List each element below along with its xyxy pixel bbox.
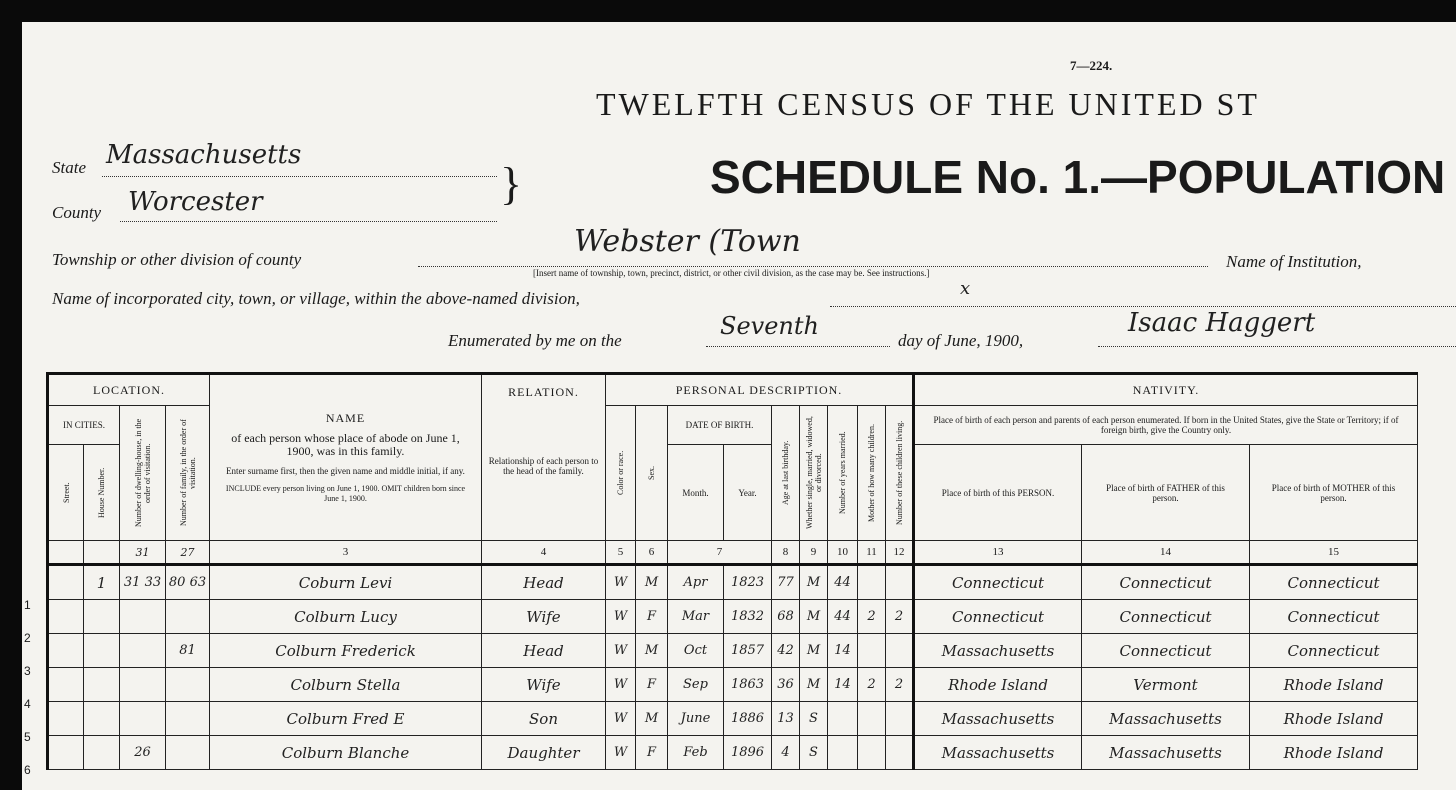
family-cell [166, 736, 210, 770]
name-cell: Colburn Stella [210, 668, 482, 702]
birthplace-cell: Massachusetts [914, 634, 1082, 668]
name-cell: Coburn Levi [210, 565, 482, 600]
relation-cell: Son [482, 702, 606, 736]
enumerator-field [1098, 308, 1456, 347]
street-cell [48, 702, 84, 736]
enumerated-day: Seventh [720, 312, 819, 340]
mother-birthplace-cell: Connecticut [1250, 634, 1418, 668]
street-cell [48, 600, 84, 634]
street-cell [48, 565, 84, 600]
county-field [120, 187, 497, 222]
in-cities-header: IN CITIES. [48, 406, 120, 445]
state-value: Massachusetts [106, 140, 302, 170]
state-label: State [52, 158, 86, 177]
street-cell [48, 634, 84, 668]
location-header: LOCATION. [48, 374, 210, 406]
color-cell: W [606, 565, 636, 600]
color-cell: W [606, 668, 636, 702]
relation-description: Relationship of each person to the head of the family. [488, 456, 599, 476]
census-title: TWELFTH CENSUS OF THE UNITED ST [596, 86, 1260, 122]
age-cell: 4 [772, 736, 800, 770]
col-mark-dwelling: 31 [120, 541, 166, 565]
house-number-cell [84, 600, 120, 634]
state-field [102, 140, 497, 177]
col-num-8: 8 [772, 541, 800, 565]
house-number-cell [84, 668, 120, 702]
relation-cell: Wife [482, 600, 606, 634]
dwelling-cell: 26 [120, 736, 166, 770]
col-num-14: 14 [1082, 541, 1250, 565]
mother-birthplace-cell: Connecticut [1250, 565, 1418, 600]
marital-cell: M [800, 600, 828, 634]
mother-birthplace-cell: Connecticut [1250, 600, 1418, 634]
father-birthplace-cell: Vermont [1082, 668, 1250, 702]
family-cell [166, 668, 210, 702]
township-label: Township or other division of county [52, 250, 302, 269]
mother-of-cell [858, 634, 886, 668]
year-header: Year. [724, 445, 772, 541]
line-number: 2 [24, 631, 31, 645]
name-title: NAME [325, 411, 366, 425]
personal-description-header: PERSONAL DESCRIPTION. [606, 374, 914, 406]
color-cell: W [606, 736, 636, 770]
col-num-13: 13 [914, 541, 1082, 565]
age-cell: 68 [772, 600, 800, 634]
col-num-9: 9 [800, 541, 828, 565]
family-cell [166, 702, 210, 736]
name-note-2: INCLUDE every person living on June 1, 1900. OMIT children born since June 1, 1900. [225, 484, 466, 503]
col-num-3: 3 [210, 541, 482, 565]
birth-father-header: Place of birth of FATHER of this person. [1082, 445, 1250, 541]
birthplace-cell: Connecticut [914, 565, 1082, 600]
birth-year-cell: 1886 [724, 702, 772, 736]
census-rows [48, 565, 1418, 770]
marital-cell: M [800, 634, 828, 668]
birth-month-cell: Apr [668, 565, 724, 600]
color-header: Color or race. [606, 406, 636, 541]
col-num-5: 5 [606, 541, 636, 565]
children-living-cell: 2 [886, 668, 914, 702]
relation-cell: Wife [482, 668, 606, 702]
years-married-cell: 44 [828, 600, 858, 634]
institution-label: Name of Institution, [1226, 252, 1362, 271]
col-num-12: 12 [886, 541, 914, 565]
street-cell [48, 736, 84, 770]
father-birthplace-cell: Connecticut [1082, 634, 1250, 668]
house-number-cell [84, 736, 120, 770]
col-num-6: 6 [636, 541, 668, 565]
sex-cell: M [636, 634, 668, 668]
name-note-1: Enter surname first, then the given name and middle initial, if any. [226, 466, 465, 476]
birthplace-cell: Connecticut [914, 600, 1082, 634]
enumerated-prefix: Enumerated by me on the [448, 331, 622, 350]
name-cell: Colburn Blanche [210, 736, 482, 770]
birth-year-cell: 1857 [724, 634, 772, 668]
col-mark-family: 27 [166, 541, 210, 565]
table-row [48, 634, 1418, 668]
col-num-11: 11 [858, 541, 886, 565]
relation-cell: Daughter [482, 736, 606, 770]
name-cell: Colburn Lucy [210, 600, 482, 634]
family-header: Number of family, in the order of visitation. [166, 406, 210, 541]
line-number: 6 [24, 763, 31, 777]
col-num-10: 10 [828, 541, 858, 565]
name-description: of each person whose place of abode on June 1, 1900, was in this family. [231, 431, 460, 458]
age-cell: 77 [772, 565, 800, 600]
street-header: Street. [48, 445, 84, 541]
age-cell: 13 [772, 702, 800, 736]
dwelling-header: Number of dwelling-house, in the order of visitation. [120, 406, 166, 541]
mother-birthplace-cell: Rhode Island [1250, 668, 1418, 702]
brace: } [500, 158, 523, 209]
col-num-house [84, 541, 120, 565]
years-married-cell: 14 [828, 634, 858, 668]
children-living-cell [886, 702, 914, 736]
name-cell: Colburn Frederick [210, 634, 482, 668]
table-row [48, 736, 1418, 770]
father-birthplace-cell: Connecticut [1082, 565, 1250, 600]
birth-mother-header: Place of birth of MOTHER of this person. [1250, 445, 1418, 541]
table-row [48, 702, 1418, 736]
birthplace-cell: Massachusetts [914, 702, 1082, 736]
birth-year-cell: 1832 [724, 600, 772, 634]
schedule-title: SCHEDULE No. 1.—POPULATION [710, 151, 1446, 203]
birth-month-cell: Oct [668, 634, 724, 668]
family-cell: 80 63 [166, 565, 210, 600]
children-living-header: Number of these children living. [886, 406, 914, 541]
mother-of-cell: 2 [858, 668, 886, 702]
dwelling-cell [120, 668, 166, 702]
family-cell [166, 600, 210, 634]
marital-status-header: Whether single, married, widowed, or divorced. [800, 406, 828, 541]
line-number: 4 [24, 697, 31, 711]
line-number: 5 [24, 730, 31, 744]
sex-cell: F [636, 600, 668, 634]
father-birthplace-cell: Massachusetts [1082, 702, 1250, 736]
color-cell: W [606, 600, 636, 634]
age-cell: 36 [772, 668, 800, 702]
house-number-cell: 1 [84, 565, 120, 600]
table-row [48, 565, 1418, 600]
house-number-header: House Number. [84, 445, 120, 541]
sex-cell: F [636, 668, 668, 702]
color-cell: W [606, 702, 636, 736]
relation-cell: Head [482, 634, 606, 668]
street-cell [48, 668, 84, 702]
mother-birthplace-cell: Rhode Island [1250, 702, 1418, 736]
mother-of-cell [858, 736, 886, 770]
col-num-street [48, 541, 84, 565]
col-num-4: 4 [482, 541, 606, 565]
line-number: 3 [24, 664, 31, 678]
enumerated-day-field [706, 312, 890, 347]
years-married-cell: 14 [828, 668, 858, 702]
table-row [48, 600, 1418, 634]
relation-header [482, 374, 606, 541]
birthplace-cell: Rhode Island [914, 668, 1082, 702]
mother-of-cell [858, 702, 886, 736]
birthplace-cell: Massachusetts [914, 736, 1082, 770]
years-married-header: Number of years married. [828, 406, 858, 541]
nativity-description: Place of birth of each person and parents of each person enumerated. If born in the United States, give the State or Territory; if of foreign birth, give the Country only. [914, 406, 1418, 445]
city-label: Name of incorporated city, town, or village, within the above-named division, [52, 289, 580, 308]
dwelling-cell: 31 33 [120, 565, 166, 600]
years-married-cell [828, 702, 858, 736]
children-living-cell [886, 565, 914, 600]
scan-border-left [0, 0, 22, 790]
sex-cell: M [636, 565, 668, 600]
col-num-7: 7 [668, 541, 772, 565]
mother-of-header: Mother of how many children. [858, 406, 886, 541]
sex-cell: M [636, 702, 668, 736]
years-married-cell [828, 736, 858, 770]
birth-year-cell: 1823 [724, 565, 772, 600]
father-birthplace-cell: Connecticut [1082, 600, 1250, 634]
birth-month-cell: Mar [668, 600, 724, 634]
relation-title: RELATION. [508, 385, 579, 399]
dwelling-cell [120, 600, 166, 634]
birth-year-cell: 1896 [724, 736, 772, 770]
birth-month-cell: Sep [668, 668, 724, 702]
name-header [210, 374, 482, 541]
township-field [418, 224, 1208, 267]
birth-year-cell: 1863 [724, 668, 772, 702]
sex-cell: F [636, 736, 668, 770]
marital-cell: M [800, 565, 828, 600]
city-value: x [960, 278, 971, 299]
name-cell: Colburn Fred E [210, 702, 482, 736]
children-living-cell [886, 736, 914, 770]
marital-cell: S [800, 736, 828, 770]
house-number-cell [84, 634, 120, 668]
father-birthplace-cell: Massachusetts [1082, 736, 1250, 770]
house-number-cell [84, 702, 120, 736]
county-label: County [52, 203, 102, 222]
form-number: 7—224. [1070, 58, 1113, 73]
birth-month-cell: Feb [668, 736, 724, 770]
month-header: Month. [668, 445, 724, 541]
children-living-cell [886, 634, 914, 668]
dwelling-cell [120, 634, 166, 668]
children-living-cell: 2 [886, 600, 914, 634]
color-cell: W [606, 634, 636, 668]
age-cell: 42 [772, 634, 800, 668]
nativity-header: NATIVITY. [914, 374, 1418, 406]
marital-cell: S [800, 702, 828, 736]
col-num-15: 15 [1250, 541, 1418, 565]
mother-birthplace-cell: Rhode Island [1250, 736, 1418, 770]
township-note: [Insert name of township, town, precinct, district, or other civil division, as the case may be. See instructions.] [533, 268, 930, 278]
sex-header: Sex. [636, 406, 668, 541]
table-row [48, 668, 1418, 702]
city-field [830, 278, 1456, 307]
years-married-cell: 44 [828, 565, 858, 600]
township-value: Webster (Town [574, 224, 801, 259]
scan-border-top [0, 0, 1456, 22]
enumerated-suffix: day of June, 1900, [898, 331, 1024, 350]
county-value: Worcester [128, 187, 263, 217]
census-table [46, 372, 1418, 770]
enumerator-name: Isaac Haggert [1128, 308, 1316, 338]
relation-cell: Head [482, 565, 606, 600]
line-number: 1 [24, 598, 31, 612]
family-cell: 81 [166, 634, 210, 668]
age-header: Age at last birthday. [772, 406, 800, 541]
birth-month-cell: June [668, 702, 724, 736]
dwelling-cell [120, 702, 166, 736]
mother-of-cell: 2 [858, 600, 886, 634]
mother-of-cell [858, 565, 886, 600]
marital-cell: M [800, 668, 828, 702]
date-of-birth-header: DATE OF BIRTH. [668, 406, 772, 445]
birth-person-header: Place of birth of this PERSON. [914, 445, 1082, 541]
